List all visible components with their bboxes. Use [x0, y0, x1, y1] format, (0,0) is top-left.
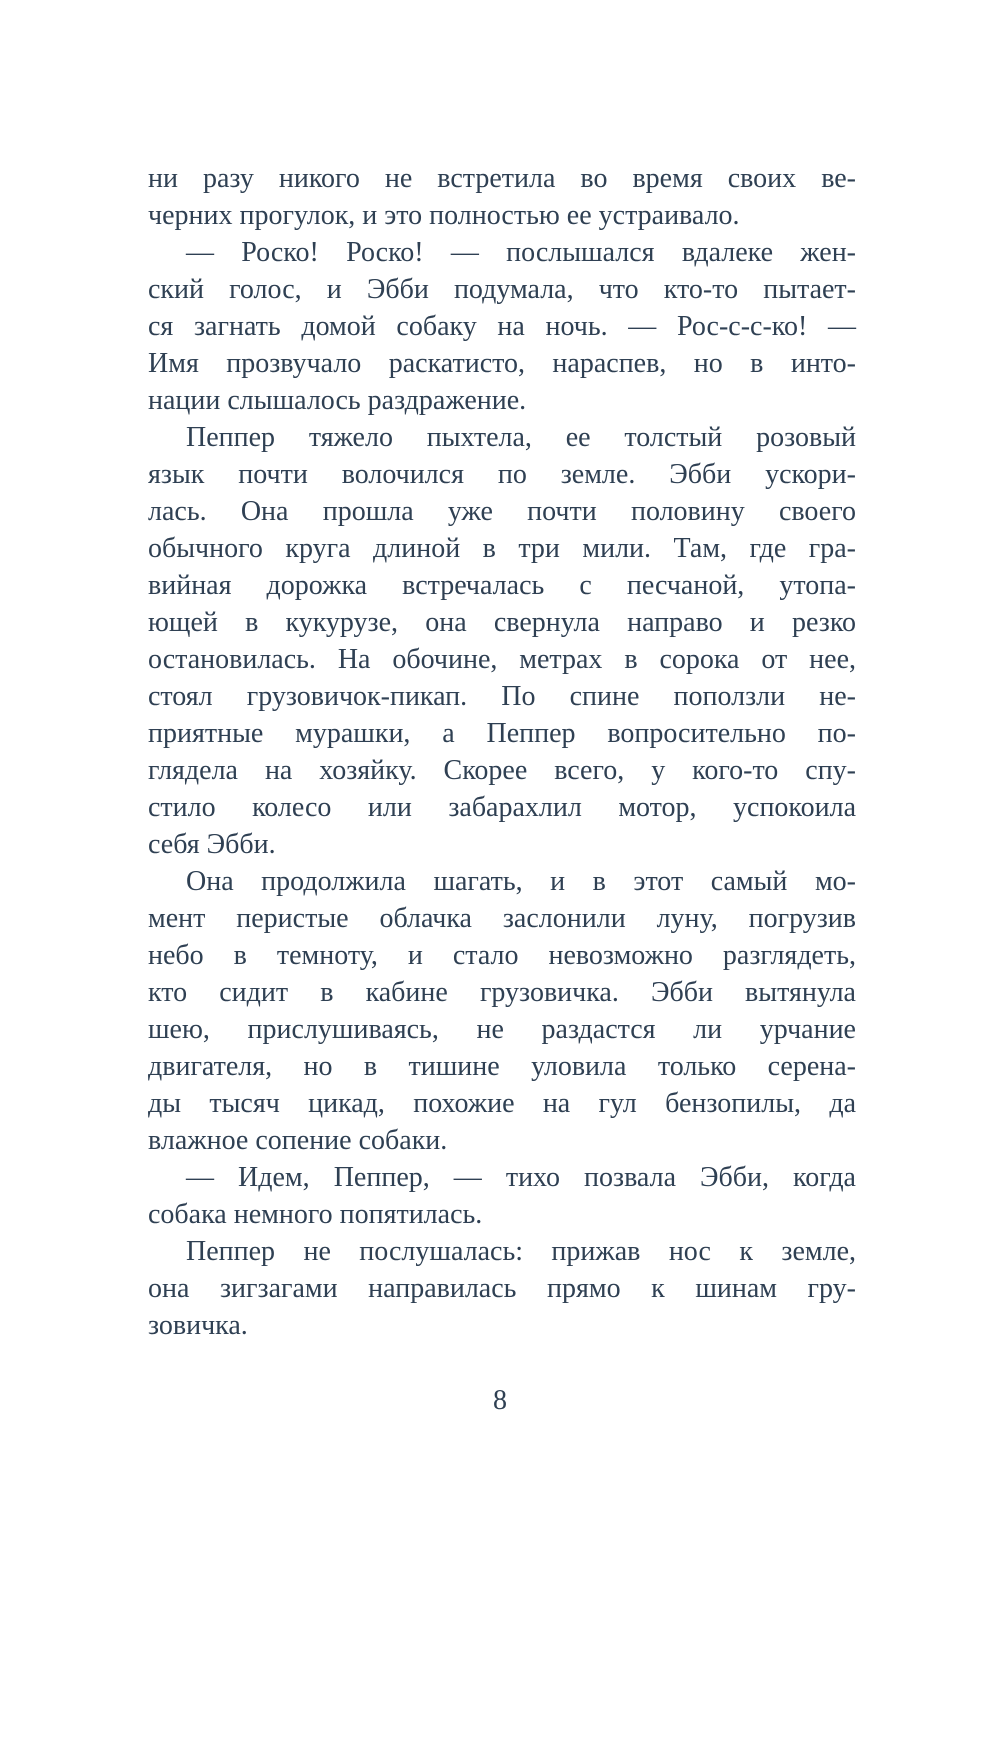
text-line: шею, прислушиваясь, не раздастся ли урчание — [148, 1014, 856, 1045]
text-line: глядела на хозяйку. Скорее всего, у кого-то спу- — [148, 755, 856, 786]
text-line: Пеппер тяжело пыхтела, ее толстый розовый — [186, 422, 856, 453]
text-line: язык почти волочился по земле. Эбби ускори- — [148, 459, 856, 490]
text-line: стоял грузовичок-пикап. По спине поползли не- — [148, 681, 856, 712]
text-block — [148, 160, 856, 1344]
text-line: Она продолжила шагать, и в этот самый мо- — [186, 866, 856, 897]
text-line: ся загнать домой собаку на ночь. — Рос-с-с-ко! — — [148, 311, 856, 342]
text-line: нации слышалось раздражение. — [148, 385, 527, 416]
text-line: она зигзагами направилась прямо к шинам гру- — [148, 1273, 856, 1304]
text-line: собака немного попятилась. — [148, 1199, 483, 1230]
text-line: ды тысяч цикад, похожие на гул бензопилы, да — [148, 1088, 856, 1119]
text-line: ющей в кукурузе, она свернула направо и резко — [148, 607, 856, 638]
text-line: зовичка. — [148, 1310, 248, 1341]
text-line: лась. Она прошла уже почти половину своего — [148, 496, 856, 527]
text-line: ни разу никого не встретила во время своих ве- — [148, 163, 856, 194]
text-line: Имя прозвучало раскатисто, нараспев, но в инто- — [148, 348, 856, 379]
text-line: себя Эбби. — [148, 829, 276, 860]
text-line: приятные мурашки, а Пеппер вопросительно по- — [148, 718, 856, 749]
text-line: черних прогулок, и это полностью ее устраивало. — [148, 200, 740, 231]
text-line: обычного круга длиной в три мили. Там, где гра- — [148, 533, 856, 564]
text-line: двигателя, но в тишине уловила только серена- — [148, 1051, 856, 1082]
text-line: влажное сопение собаки. — [148, 1125, 448, 1156]
text-line: Пеппер не послушалась: прижав нос к земле, — [186, 1236, 856, 1267]
text-line: небо в темноту, и стало невозможно разглядеть, — [148, 940, 856, 971]
text-line: — Роско! Роско! — послышался вдалеке жен- — [186, 237, 856, 268]
text-line: ский голос, и Эбби подумала, что кто-то пытает- — [148, 274, 856, 305]
text-line: кто сидит в кабине грузовичка. Эбби вытянула — [148, 977, 856, 1008]
text-line: вийная дорожка встречалась с песчаной, утопа- — [148, 570, 856, 601]
text-line: остановилась. На обочине, метрах в сорока от нее, — [148, 644, 856, 675]
text-line: — Идем, Пеппер, — тихо позвала Эбби, когда — [186, 1162, 856, 1193]
text-line: стило колесо или забарахлил мотор, успокоила — [148, 792, 856, 823]
page-number: 8 — [493, 1385, 507, 1416]
text-line: мент перистые облачка заслонили луну, погрузив — [148, 903, 856, 934]
